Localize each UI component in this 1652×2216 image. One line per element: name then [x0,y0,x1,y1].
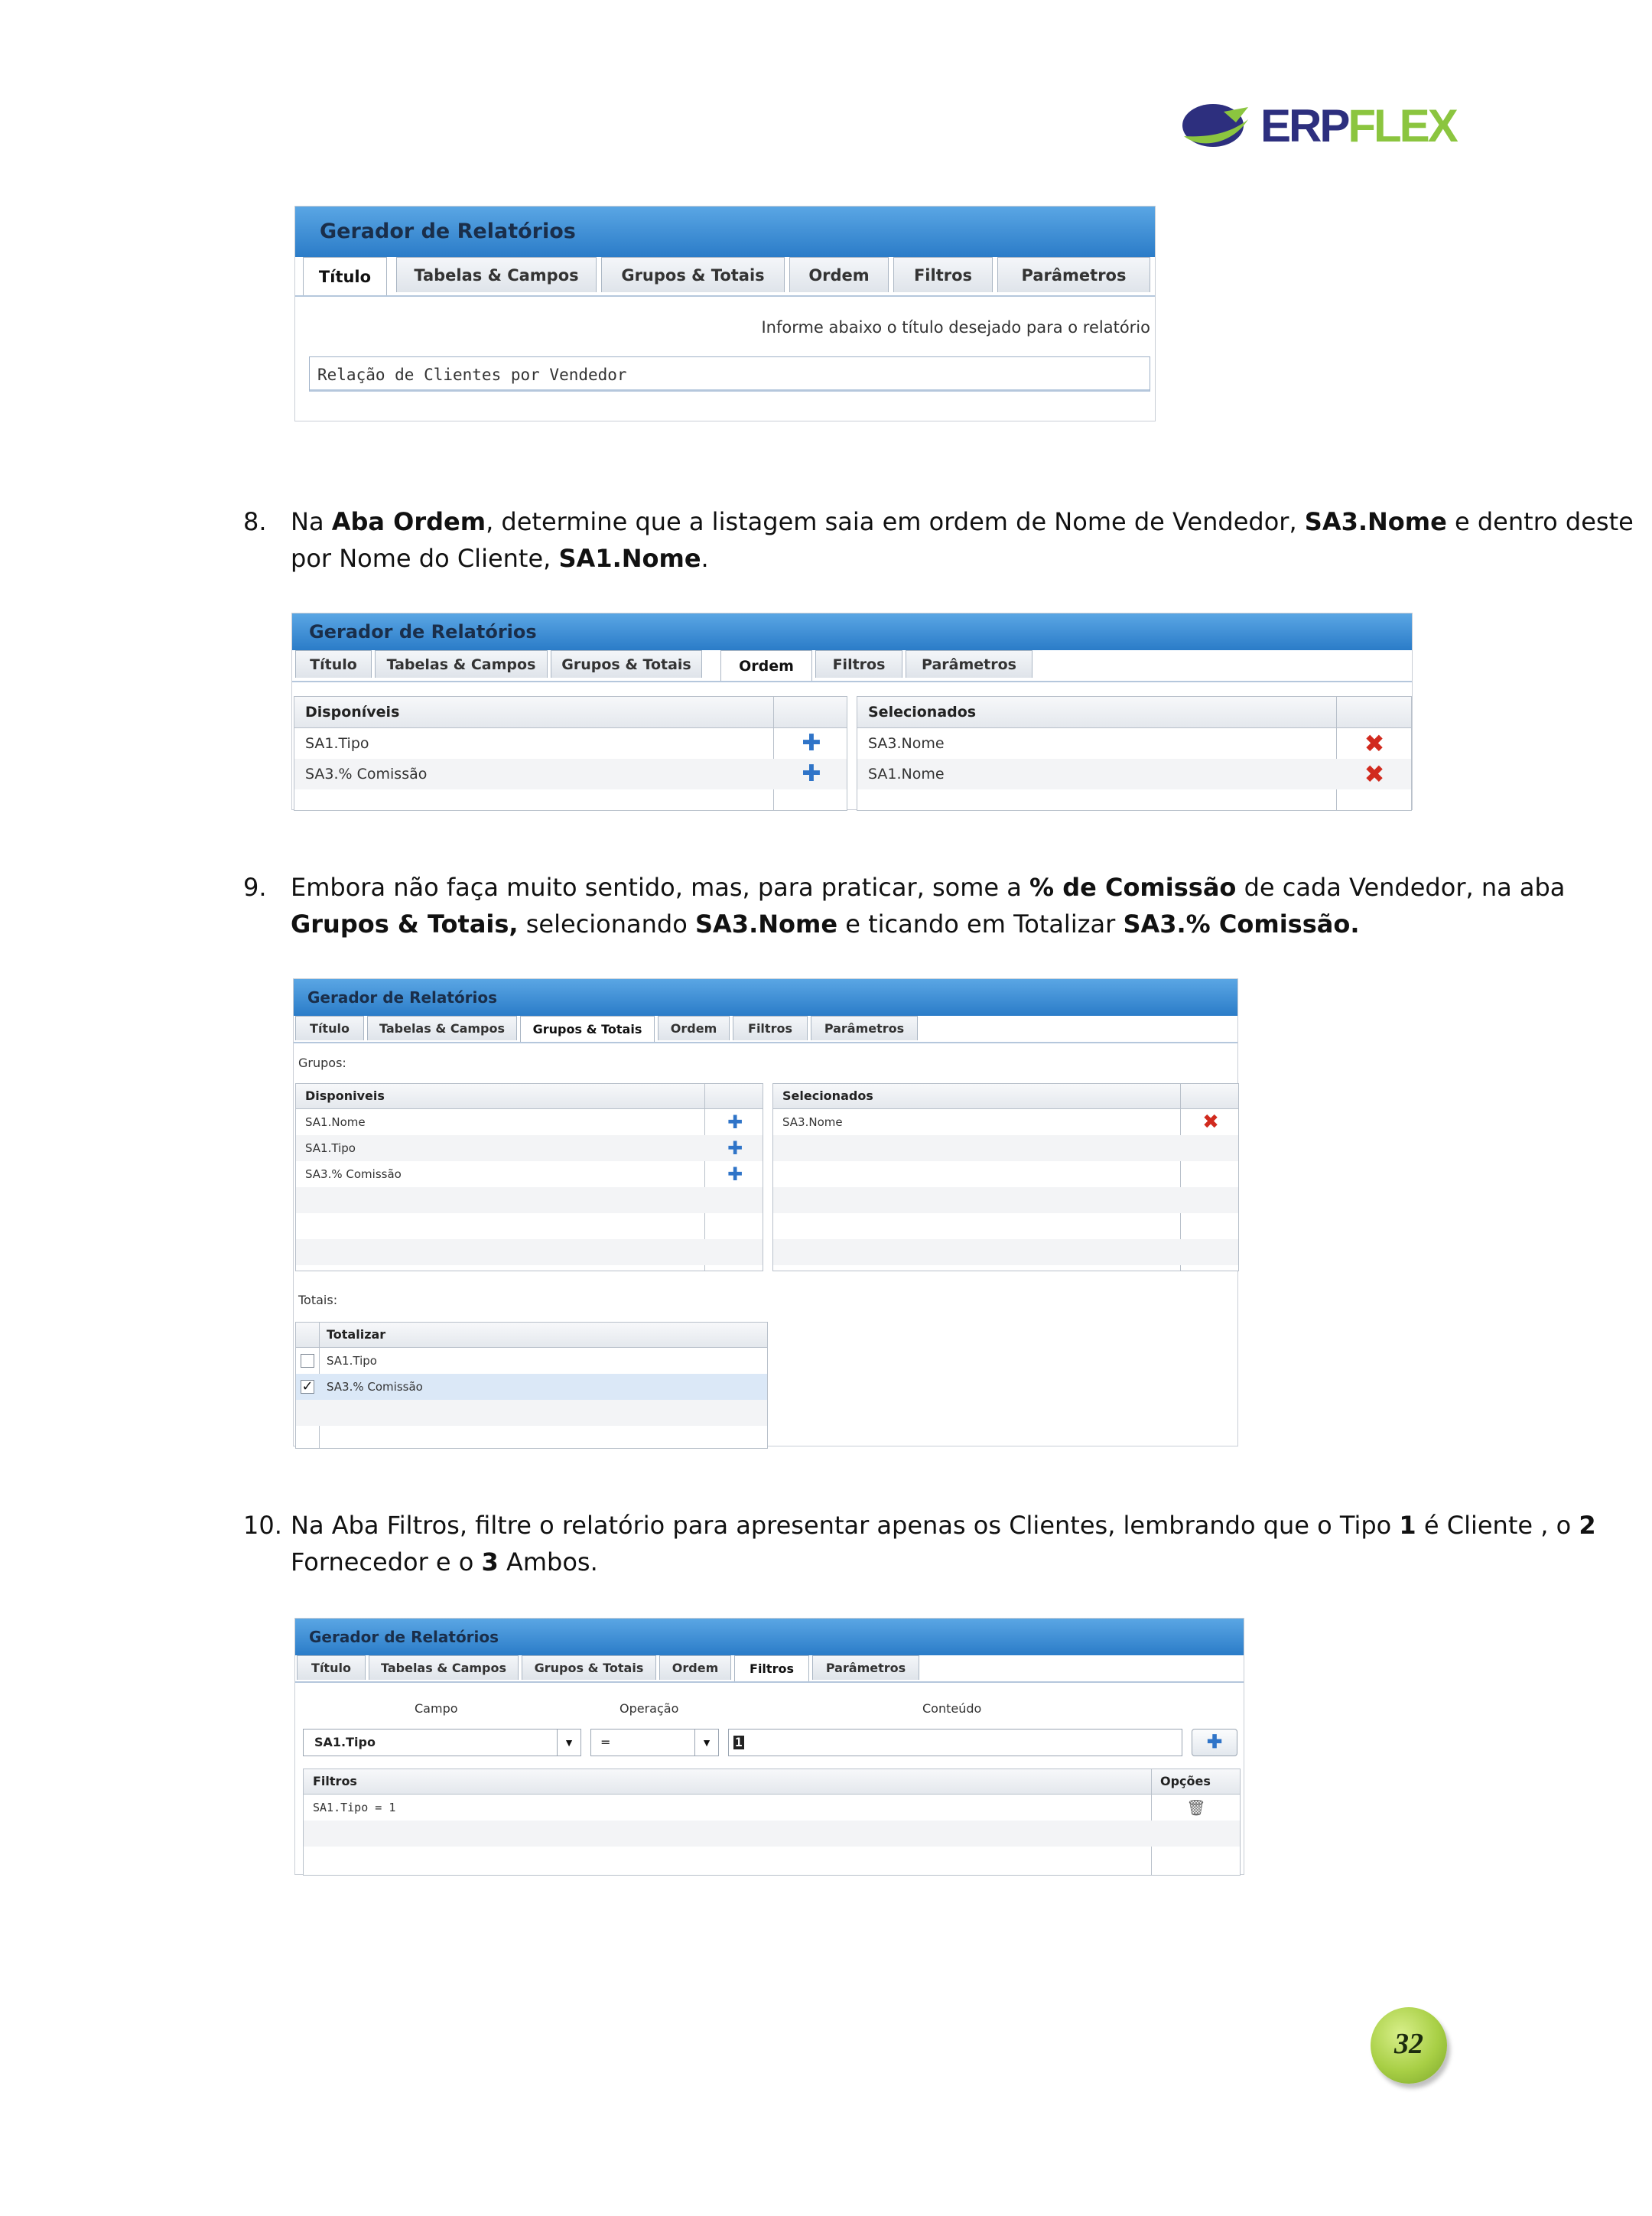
totalize-row-selected[interactable]: ✓ SA3.% Comissão [296,1374,767,1400]
filter-row[interactable]: SA1.Tipo = 1 🗑 [304,1795,1240,1821]
list-item[interactable]: SA1.Nome ✖ [857,759,1411,789]
tab-ordem[interactable]: Ordem [658,1016,730,1040]
tab-grupos-totais[interactable]: Grupos & Totais [601,257,785,292]
report-generator-filtros-panel [295,1619,1244,1874]
grid-header [304,1769,1240,1795]
selected-header: Selecionados [782,1088,873,1103]
totalize-grid [295,1322,768,1449]
field-label: Campo [415,1701,458,1716]
tab-tabelas-campos[interactable]: Tabelas & Campos [367,1016,517,1040]
add-icon: ✚ [1206,1732,1223,1752]
add-icon[interactable]: ✚ [727,1111,743,1133]
trash-icon[interactable]: 🗑 [1186,1798,1206,1817]
add-filter-button[interactable] [1192,1729,1237,1756]
report-generator-ordem-panel [292,613,1412,809]
filters-header: Filtros [313,1774,357,1788]
step-text: Embora não faça muito sentido, mas, para praticar, some a % de Comissão de cada Vendedor, na aba Grupos & Totais, selecionando SA3.Nome e ticando em Totalizar SA3.% Comissão. [291,873,1566,939]
content-input[interactable] [728,1729,1182,1756]
available-fields-grid [294,696,847,811]
available-header: Disponiveis [305,1088,385,1103]
tab-parametros[interactable]: Parâmetros [811,1016,918,1040]
page-number-badge [1371,2007,1447,2084]
logo-erp: ERP [1260,100,1348,151]
available-header: Disponíveis [305,704,400,721]
checkbox[interactable] [301,1354,314,1368]
step-9-paragraph [243,869,1652,945]
step-10-paragraph [243,1507,1652,1583]
list-item[interactable]: SA3.% Comissão ✚ [294,759,847,789]
step-number: 8. [243,507,267,536]
tab-filtros[interactable]: Filtros [893,257,993,292]
totals-label: Totais: [298,1293,338,1307]
tab-ordem[interactable]: Ordem [789,257,889,292]
panel-title: Gerador de Relatórios [295,207,1155,257]
selected-header: Selecionados [868,704,977,721]
tab-filtros[interactable]: Filtros [733,1016,808,1040]
tab-tabelas-campos[interactable]: Tabelas & Campos [375,650,548,678]
options-header: Opções [1160,1774,1211,1788]
swoosh-icon [1178,96,1254,156]
add-icon[interactable]: ✚ [802,760,821,787]
tab-bar [295,257,1155,297]
operation-label: Operação [620,1701,679,1716]
add-icon[interactable]: ✚ [727,1163,743,1185]
tab-filtros[interactable]: Filtros [734,1655,809,1681]
selected-fields-grid [857,696,1412,811]
content-input-value: 1 [735,1735,743,1749]
tab-parametros[interactable]: Parâmetros [906,650,1032,678]
report-title-input[interactable]: Relação de Clientes por Vendedor [309,356,1150,392]
tab-titulo[interactable]: Título [295,1016,364,1040]
tab-ordem[interactable]: Ordem [720,650,812,681]
page-number: 32 [1394,2028,1423,2060]
report-generator-title-panel [295,207,1155,421]
title-hint: Informe abaixo o título desejado para o relatório [761,318,1150,337]
grid-header [294,697,847,728]
step-8-paragraph [243,503,1652,580]
field-select-value: SA1.Tipo [314,1735,376,1749]
selected-groups-grid [772,1083,1239,1271]
step-number: 9. [243,873,267,902]
tab-titulo[interactable]: Título [303,257,387,295]
panel-title: Gerador de Relatórios [292,613,1412,650]
grid-header [773,1084,1238,1109]
logo-flex: FLEX [1348,100,1456,151]
report-generator-grupos-panel [294,979,1237,1446]
content-label: Conteúdo [922,1701,982,1716]
step-text: Na Aba Filtros, filtre o relatório para apresentar apenas os Clientes, lembrando que o Tipo 1 é Cliente , o 2 Fornecedor e o 3 Ambos. [291,1511,1596,1577]
tab-bar [294,1016,1237,1043]
grid-header [296,1323,767,1348]
tab-grupos-totais[interactable]: Grupos & Totais [520,1016,655,1042]
tab-tabelas-campos[interactable]: Tabelas & Campos [369,1655,519,1680]
list-item[interactable]: SA3.Nome ✖ [857,728,1411,759]
tab-ordem[interactable]: Ordem [659,1655,731,1680]
tab-tabelas-campos[interactable]: Tabelas & Campos [396,257,597,292]
tab-parametros[interactable]: Parâmetros [812,1655,919,1680]
panel-title: Gerador de Relatórios [295,1619,1244,1655]
chevron-down-icon[interactable]: ▼ [694,1730,718,1756]
tab-titulo[interactable]: Título [295,650,372,678]
grid-header [857,697,1411,728]
grid-header [296,1084,763,1109]
tab-filtros[interactable]: Filtros [815,650,902,678]
chevron-down-icon[interactable]: ▼ [557,1730,580,1756]
list-item[interactable]: SA1.Tipo ✚ [294,728,847,759]
remove-icon[interactable]: ✖ [1364,729,1385,758]
tab-bar [292,650,1412,682]
remove-icon[interactable]: ✖ [1364,760,1385,789]
totalize-row[interactable]: SA1.Tipo [296,1348,767,1374]
step-text: Na Aba Ordem, determine que a listagem saia em ordem de Nome de Vendedor, SA3.Nome e dentro deste por Nome do Cliente, SA1.Nome. [291,507,1634,573]
list-item[interactable]: SA3.% Comissão ✚ [296,1161,763,1187]
operation-select-value: = [600,1735,611,1749]
tab-grupos-totais[interactable]: Grupos & Totais [551,650,702,678]
add-icon[interactable]: ✚ [727,1137,743,1159]
panel-title: Gerador de Relatórios [294,979,1237,1016]
step-number: 10. [243,1511,282,1540]
list-item[interactable]: SA1.Tipo ✚ [296,1135,763,1161]
tab-bar [295,1655,1244,1683]
erpflex-logo [1178,96,1456,156]
list-item[interactable]: SA3.Nome ✖ [773,1109,1238,1135]
operation-select[interactable] [590,1729,719,1756]
remove-icon[interactable]: ✖ [1202,1111,1219,1134]
list-item[interactable]: SA1.Nome ✚ [296,1109,763,1135]
available-groups-grid [295,1083,763,1271]
groups-label: Grupos: [298,1056,346,1070]
checkbox-checked[interactable]: ✓ [301,1378,314,1394]
filters-grid [303,1769,1241,1876]
tab-titulo[interactable]: Título [297,1655,366,1680]
tab-grupos-totais[interactable]: Grupos & Totais [522,1655,656,1680]
field-select[interactable] [303,1729,581,1756]
totalize-header: Totalizar [327,1327,386,1342]
tab-parametros[interactable]: Parâmetros [997,257,1150,292]
add-icon[interactable]: ✚ [802,730,821,757]
logo-wordmark [1260,101,1456,151]
